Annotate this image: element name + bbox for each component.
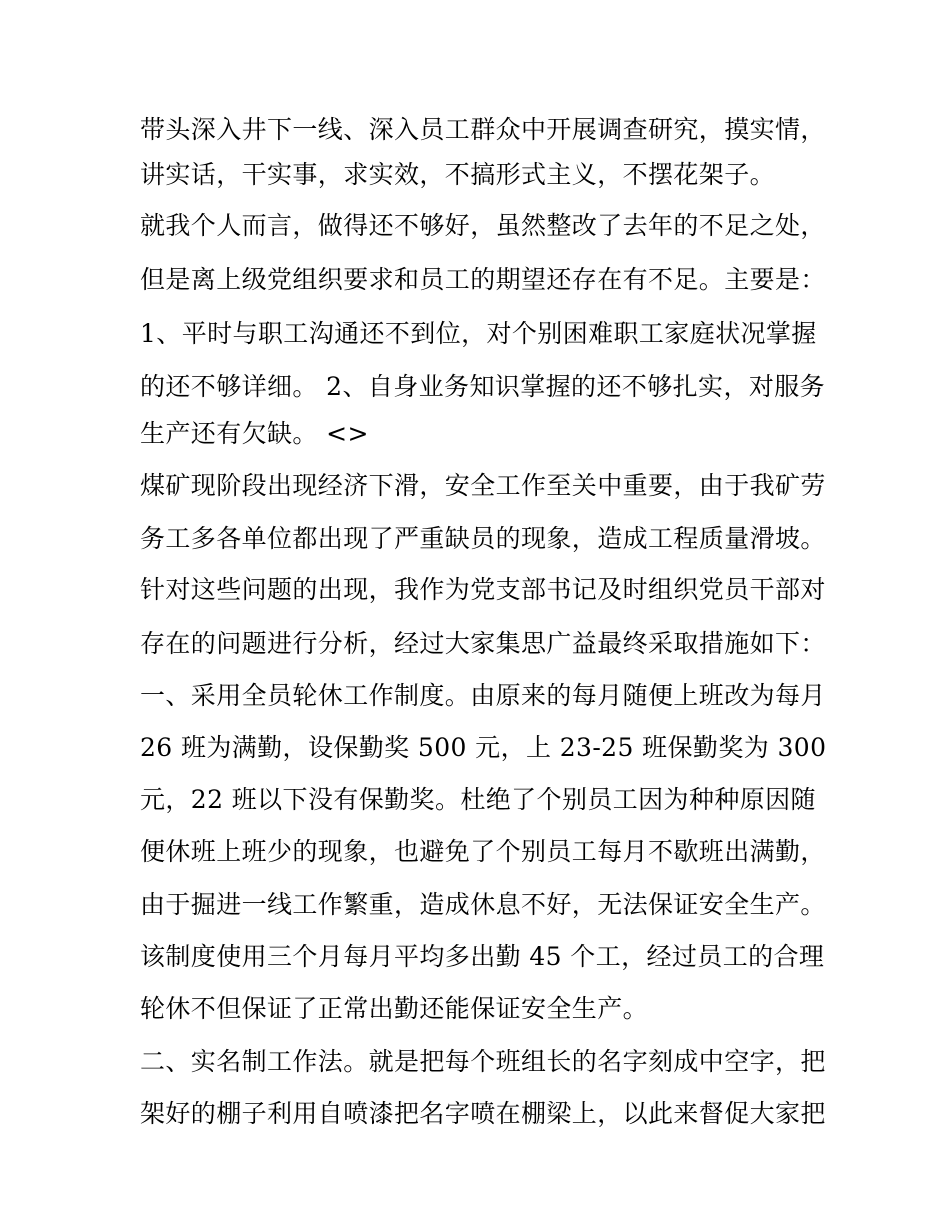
text-line-12: 一、采用全员轮休工作制度。由原来的每月随便上班改为每月: [140, 681, 826, 710]
text-line-13: 26 班为满勤，设保勤奖 500 元，上 23-25 班保勤奖为 300: [140, 733, 827, 762]
text-line-15: 便休班上班少的现象，也避免了个别员工每月不歇班出满勤，: [140, 837, 826, 866]
text-line-7: 生产还有欠缺。 <>: [140, 419, 369, 448]
text-line-14: 元，22 班以下没有保勤奖。杜绝了个别员工因为种种原因随: [140, 785, 816, 814]
text-line-19: 二、实名制工作法。就是把每个班组长的名字刻成中空字，把: [140, 1047, 826, 1076]
text-line-17: 该制度使用三个月每月平均多出勤 45 个工，经过员工的合理: [140, 942, 825, 971]
text-line-3: 就我个人而言，做得还不够好，虽然整改了去年的不足之处，: [140, 211, 826, 240]
text-line-8: 煤矿现阶段出现经济下滑，安全工作至关中重要，由于我矿劳: [140, 471, 826, 500]
text-line-5: 1、平时与职工沟通还不到位，对个别困难职工家庭状况掌握: [140, 319, 817, 348]
text-line-16: 由于掘进一线工作繁重，造成休息不好，无法保证安全生产。: [140, 890, 826, 919]
text-line-1: 带头深入井下一线、深入员工群众中开展调查研究，摸实情，: [140, 115, 826, 144]
text-line-10: 针对这些问题的出现，我作为党支部书记及时组织党员干部对: [140, 575, 826, 604]
text-line-20: 架好的棚子利用自喷漆把名字喷在棚梁上，以此来督促大家把: [140, 1099, 826, 1128]
text-line-2: 讲实话，干实事，求实效，不搞形式主义，不摆花架子。: [140, 160, 776, 189]
text-line-6: 的还不够详细。 2、自身业务知识掌握的还不够扎实，对服务: [140, 372, 826, 401]
text-line-9: 务工多各单位都出现了严重缺员的现象，造成工程质量滑坡。: [140, 524, 826, 553]
text-line-11: 存在的问题进行分析，经过大家集思广益最终采取措施如下：: [140, 629, 826, 658]
text-line-18: 轮休不但保证了正常出勤还能保证安全生产。: [140, 994, 649, 1023]
text-line-4: 但是离上级党组织要求和员工的期望还存在有不足。主要是：: [140, 265, 826, 294]
